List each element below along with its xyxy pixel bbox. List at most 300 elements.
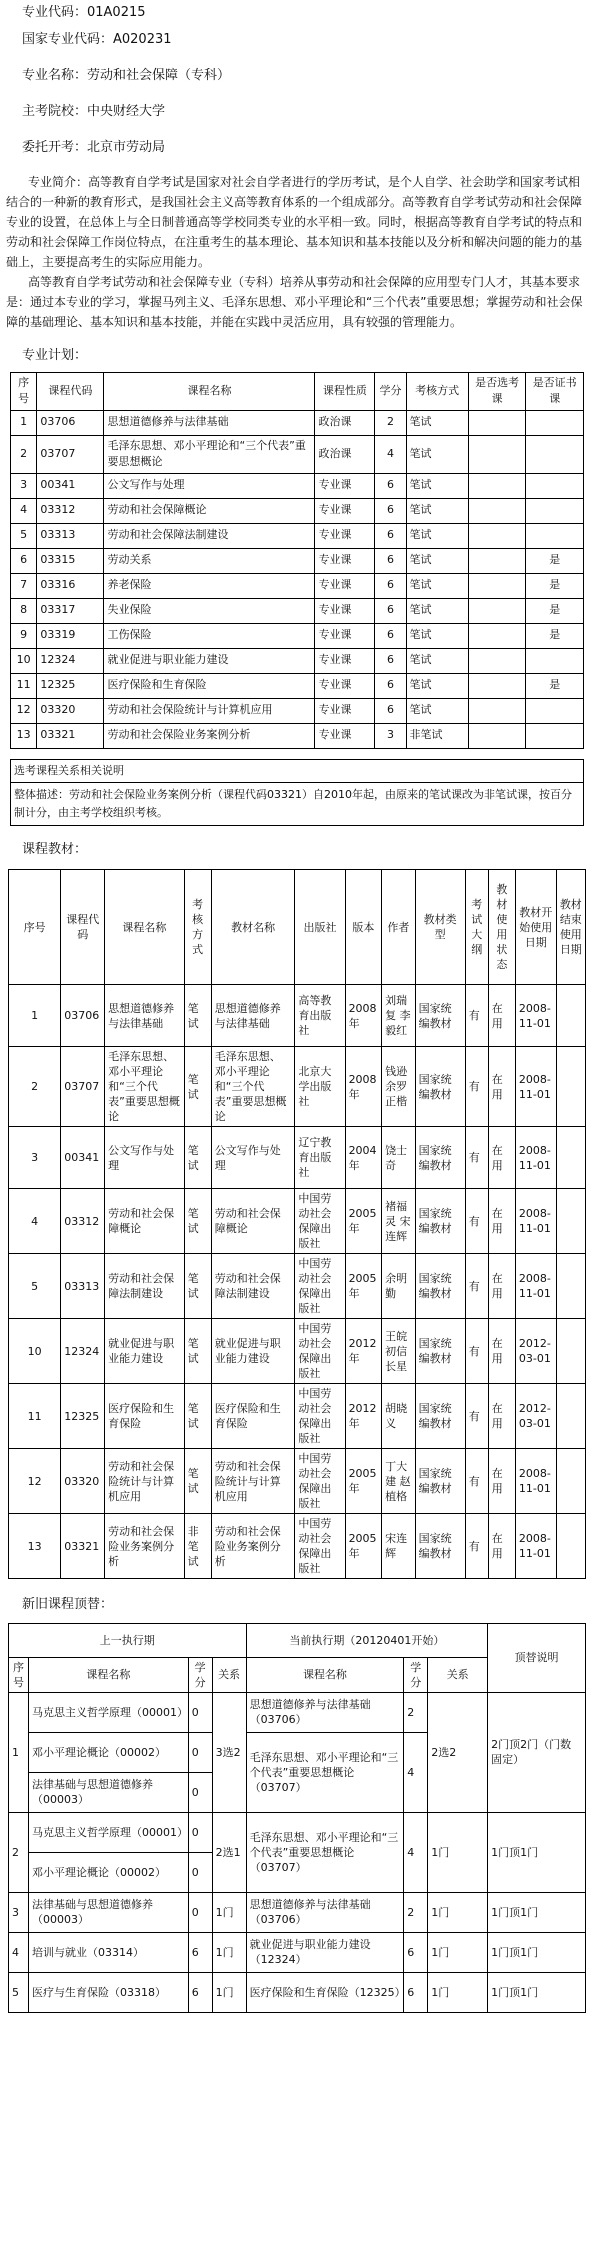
table-cell: 笔试 (184, 1127, 211, 1189)
table-cell: 2005年 (345, 1254, 382, 1319)
table-cell: 03313 (61, 1254, 105, 1319)
table-cell: 2008-11-01 (515, 1127, 556, 1189)
table-cell: 4 (11, 498, 37, 523)
table-cell: 专业课 (315, 648, 375, 673)
table-cell: 3 (9, 1127, 61, 1189)
table-cell: 养老保险 (104, 573, 315, 598)
table-cell: 1 (9, 985, 61, 1047)
table-cell: 2005年 (345, 1189, 382, 1254)
table-row (11, 410, 584, 435)
table-cell: 2012-03-01 (515, 1319, 556, 1384)
subs-header-cell: 课程名称 (246, 1657, 404, 1692)
old-course-name: 法律基础与思想道德修养（00003） (28, 1772, 188, 1812)
table-cell: 笔试 (406, 548, 468, 573)
table-cell (468, 648, 526, 673)
major-name: 专业名称：劳动和社会保障（专科） (22, 68, 231, 84)
table-cell (526, 435, 584, 473)
table-cell: 12324 (37, 648, 104, 673)
table-cell: 丁大建 赵植格 (382, 1449, 415, 1514)
table-cell: 劳动和社会保险统计与计算机应用 (104, 698, 315, 723)
table-cell: 6 (375, 523, 406, 548)
table-cell: 政治课 (315, 410, 375, 435)
books-header-cell: 版本 (345, 870, 382, 985)
table-cell: 5 (11, 523, 37, 548)
books-header-cell: 课程名称 (105, 870, 184, 985)
table-cell: 有 (465, 1254, 488, 1319)
table-cell: 劳动和社会保险业务案例分析 (211, 1514, 295, 1579)
table-cell: 医疗保险和生育保险 (211, 1384, 295, 1449)
table-cell: 劳动和社会保障概论 (104, 498, 315, 523)
table-cell: 失业保险 (104, 598, 315, 623)
table-cell: 有 (465, 1384, 488, 1449)
new-course-name: 就业促进与职业能力建设（12324） (246, 1932, 404, 1972)
table-cell: 是 (526, 673, 584, 698)
table-cell: 中国劳动社会保障出版社 (295, 1254, 345, 1319)
table-cell: 国家统编教材 (415, 1514, 465, 1579)
table-cell: 政治课 (315, 435, 375, 473)
books-header-cell: 作者 (382, 870, 415, 985)
new-relation: 2选2 (428, 1692, 488, 1812)
table-cell: 在用 (488, 1047, 515, 1127)
table-cell (526, 473, 584, 498)
table-cell (556, 985, 585, 1047)
table-cell: 国家统编教材 (415, 1254, 465, 1319)
page (0, 4, 594, 2013)
table-cell: 8 (11, 598, 37, 623)
subs-header-cell: 关系 (428, 1657, 488, 1692)
table-cell: 2012年 (345, 1384, 382, 1449)
table-cell (468, 573, 526, 598)
table-cell (468, 435, 526, 473)
substitution-table (8, 1623, 586, 2013)
table-row (9, 1692, 586, 1732)
subs-header-cell: 课程名称 (28, 1657, 188, 1692)
table-cell: 国家统编教材 (415, 1449, 465, 1514)
table-cell: 在用 (488, 1254, 515, 1319)
table-cell (556, 1319, 585, 1384)
table-cell: 2 (375, 410, 406, 435)
plan-header-cell: 课程名称 (104, 372, 315, 410)
books-table (8, 869, 586, 1579)
substitution-desc: 1门顶1门 (488, 1892, 586, 1932)
table-row (9, 1932, 586, 1972)
books-header-cell: 教材名称 (211, 870, 295, 985)
table-cell: 6 (375, 648, 406, 673)
table-row (11, 723, 584, 748)
table-cell: 03320 (37, 698, 104, 723)
table-cell: 6 (375, 698, 406, 723)
books-header-cell: 教材类型 (415, 870, 465, 985)
table-cell: 国家统编教材 (415, 1384, 465, 1449)
table-cell: 毛泽东思想、邓小平理论和“三个代表”重要思想概论 (105, 1047, 184, 1127)
intro-paragraph: 高等教育自学考试劳动和社会保障专业（专科）培养从事劳动和社会保障的应用型专门人才，其基本要求是：通过本专业的学习，掌握马列主义、毛泽东思想、邓小平理论和“三个代表”重要思想；掌握劳动和社会保障的基础理论、基本知识和基本技能，并能在实践中灵活应用，具有较强的管理能力。 (6, 275, 583, 329)
table-cell: 笔试 (406, 498, 468, 523)
books-header-cell: 考核方式 (184, 870, 211, 985)
table-cell (468, 723, 526, 748)
plan-header-cell: 序号 (11, 372, 37, 410)
new-course-credit: 6 (404, 1972, 428, 2012)
table-cell: 有 (465, 985, 488, 1047)
table-cell: 12 (11, 698, 37, 723)
substitution-desc: 1门顶1门 (488, 1932, 586, 1972)
table-cell: 劳动关系 (104, 548, 315, 573)
new-course-credit: 4 (404, 1732, 428, 1812)
table-cell: 6 (375, 573, 406, 598)
table-cell (526, 498, 584, 523)
table-cell (526, 723, 584, 748)
table-row (11, 698, 584, 723)
table-cell: 11 (11, 673, 37, 698)
new-course-name: 医疗保险和生育保险（12325） (246, 1972, 404, 2012)
plan-header-cell: 课程性质 (315, 372, 375, 410)
table-cell: 国家统编教材 (415, 1189, 465, 1254)
table-cell: 00341 (37, 473, 104, 498)
entrust-org: 委托开考：北京市劳动局 (22, 140, 166, 156)
new-course-credit: 6 (404, 1932, 428, 1972)
table-cell: 6 (375, 473, 406, 498)
old-course-name: 法律基础与思想道德修养（00003） (28, 1892, 188, 1932)
table-cell: 公文写作与处理 (211, 1127, 295, 1189)
table-cell (556, 1189, 585, 1254)
table-cell: 刘瑞复 李毅红 (382, 985, 415, 1047)
table-cell: 笔试 (184, 985, 211, 1047)
old-relation: 2选1 (212, 1812, 246, 1892)
table-cell: 2 (11, 435, 37, 473)
table-row (11, 548, 584, 573)
table-row (9, 1127, 586, 1189)
table-cell: 笔试 (184, 1189, 211, 1254)
old-relation: 1门 (212, 1972, 246, 2012)
table-cell: 3 (11, 473, 37, 498)
table-cell (556, 1127, 585, 1189)
table-cell: 宋连辉 (382, 1514, 415, 1579)
table-cell: 6 (375, 673, 406, 698)
table-cell: 笔试 (406, 598, 468, 623)
table-cell (526, 523, 584, 548)
table-cell: 03706 (61, 985, 105, 1047)
table-cell: 专业课 (315, 573, 375, 598)
table-cell: 专业课 (315, 498, 375, 523)
table-cell: 思想道德修养与法律基础 (105, 985, 184, 1047)
table-cell: 2008-11-01 (515, 1449, 556, 1514)
table-cell (526, 410, 584, 435)
table-cell: 笔试 (184, 1319, 211, 1384)
table-cell: 专业课 (315, 548, 375, 573)
table-row (9, 1047, 586, 1127)
plan-title: 专业计划： (22, 348, 88, 363)
books-header-cell: 教材结束使用日期 (556, 870, 585, 985)
table-row (9, 985, 586, 1047)
new-relation: 1门 (428, 1972, 488, 2012)
table-cell: 2008-11-01 (515, 1254, 556, 1319)
table-cell: 03313 (37, 523, 104, 548)
table-cell (468, 598, 526, 623)
old-relation: 1门 (212, 1892, 246, 1932)
table-cell: 在用 (488, 1319, 515, 1384)
table-cell: 劳动和社会保险业务案例分析 (104, 723, 315, 748)
plan-header-cell: 课程代码 (37, 372, 104, 410)
plan-header-row (11, 372, 584, 410)
group-number: 3 (9, 1892, 29, 1932)
table-cell: 6 (375, 598, 406, 623)
table-cell: 专业课 (315, 673, 375, 698)
table-row (9, 1972, 586, 2012)
table-cell: 就业促进与职业能力建设 (105, 1319, 184, 1384)
table-cell: 王皖 初信 长星 (382, 1319, 415, 1384)
subs-header-cell: 学分 (404, 1657, 428, 1692)
table-cell: 3 (375, 723, 406, 748)
table-cell: 劳动和社会保障法制建设 (105, 1254, 184, 1319)
table-cell: 劳动和社会保险业务案例分析 (105, 1514, 184, 1579)
table-cell: 就业促进与职业能力建设 (211, 1319, 295, 1384)
table-cell: 00341 (61, 1127, 105, 1189)
new-course-credit: 2 (404, 1692, 428, 1732)
new-course-name: 毛泽东思想、邓小平理论和“三个代表”重要思想概论（03707） (246, 1812, 404, 1892)
table-cell: 国家统编教材 (415, 985, 465, 1047)
table-cell: 2008年 (345, 985, 382, 1047)
table-cell: 国家统编教材 (415, 1319, 465, 1384)
table-cell (468, 698, 526, 723)
old-course-name: 马克思主义哲学原理（00001） (28, 1692, 188, 1732)
table-cell: 1 (11, 410, 37, 435)
table-cell: 03312 (61, 1189, 105, 1254)
table-row (9, 1514, 586, 1579)
table-cell: 03320 (61, 1449, 105, 1514)
table-cell: 笔试 (406, 573, 468, 598)
subs-header-cell: 序号 (9, 1657, 29, 1692)
table-cell: 12325 (61, 1384, 105, 1449)
table-cell (526, 698, 584, 723)
note-title: 选考课程关系相关说明 (11, 759, 584, 782)
old-course-name: 马克思主义哲学原理（00001） (28, 1812, 188, 1852)
old-course-credit: 6 (188, 1932, 212, 1972)
host-school: 主考院校：中央财经大学 (22, 104, 166, 120)
table-cell: 医疗保险和生育保险 (104, 673, 315, 698)
table-cell (468, 523, 526, 548)
plan-header-cell: 学分 (375, 372, 406, 410)
intro-paragraph: 专业简介：高等教育自学考试是国家对社会自学者进行的学历考试，是个人自学、社会助学和国家考试相结合的一种新的教育形式，是我国社会主义高等教育体系的一个组成部分。高等教育自学考试劳动和社会保障专业的设置，在总体上与全日制普通高等学校同类专业的水平相一致。同时，根据高等教育自学考试的特点和劳动和社会保障工作岗位特点，在注重考生的基本理论、基本知识和基本技能以及分析和解决问题的能力的基础上，主要提高考生的实际应用能力。 (6, 175, 583, 269)
table-cell: 中国劳动社会保障出版社 (295, 1189, 345, 1254)
old-course-credit: 0 (188, 1772, 212, 1812)
table-cell: 在用 (488, 1514, 515, 1579)
table-cell: 03316 (37, 573, 104, 598)
table-cell: 国家统编教材 (415, 1047, 465, 1127)
table-cell (526, 648, 584, 673)
major-intro (0, 166, 594, 332)
table-cell (468, 410, 526, 435)
table-cell: 劳动和社会保障概论 (211, 1189, 295, 1254)
books-header-cell: 考试大纲 (465, 870, 488, 985)
books-header-cell: 出版社 (295, 870, 345, 985)
table-cell: 思想道德修养与法律基础 (211, 985, 295, 1047)
table-cell (468, 498, 526, 523)
table-cell: 笔试 (184, 1384, 211, 1449)
table-cell: 劳动和社会保障法制建设 (104, 523, 315, 548)
new-course-name: 思想道德修养与法律基础（03706） (246, 1692, 404, 1732)
table-cell: 6 (375, 548, 406, 573)
substitution-desc: 1门顶1门 (488, 1812, 586, 1892)
table-row (11, 473, 584, 498)
table-cell: 非笔试 (184, 1514, 211, 1579)
table-row (9, 1254, 586, 1319)
table-cell: 是 (526, 598, 584, 623)
table-cell: 03707 (37, 435, 104, 473)
table-cell: 专业课 (315, 523, 375, 548)
table-cell: 13 (9, 1514, 61, 1579)
table-cell (556, 1514, 585, 1579)
table-cell: 有 (465, 1127, 488, 1189)
books-header-cell: 教材使用状态 (488, 870, 515, 985)
elective-note (10, 759, 584, 826)
group-number: 2 (9, 1812, 29, 1892)
table-cell: 专业课 (315, 723, 375, 748)
old-relation: 1门 (212, 1932, 246, 1972)
table-cell: 非笔试 (406, 723, 468, 748)
table-cell: 在用 (488, 1127, 515, 1189)
table-cell: 笔试 (406, 523, 468, 548)
plan-table (10, 372, 584, 749)
table-cell: 10 (11, 648, 37, 673)
table-cell: 劳动和社会保险统计与计算机应用 (211, 1449, 295, 1514)
old-course-name: 医疗与生育保险（03318） (28, 1972, 188, 2012)
new-course-name: 思想道德修养与法律基础（03706） (246, 1892, 404, 1932)
table-cell: 是 (526, 623, 584, 648)
table-row (11, 673, 584, 698)
table-cell (468, 473, 526, 498)
table-cell: 13 (11, 723, 37, 748)
group-number: 5 (9, 1972, 29, 2012)
table-cell: 笔试 (184, 1254, 211, 1319)
table-cell: 12 (9, 1449, 61, 1514)
table-cell: 03706 (37, 410, 104, 435)
table-cell: 12324 (61, 1319, 105, 1384)
substitution-desc: 1门顶1门 (488, 1972, 586, 2012)
table-cell: 10 (9, 1319, 61, 1384)
old-course-credit: 0 (188, 1852, 212, 1892)
group-number: 1 (9, 1692, 29, 1812)
table-cell (556, 1047, 585, 1127)
new-course-credit: 4 (404, 1812, 428, 1892)
table-row (9, 1189, 586, 1254)
table-cell: 03315 (37, 548, 104, 573)
table-cell: 笔试 (184, 1047, 211, 1127)
table-cell: 中国劳动社会保障出版社 (295, 1384, 345, 1449)
group-number: 4 (9, 1932, 29, 1972)
table-cell: 4 (9, 1189, 61, 1254)
table-cell: 是 (526, 548, 584, 573)
old-course-credit: 6 (188, 1972, 212, 2012)
table-cell: 在用 (488, 1384, 515, 1449)
table-row (11, 573, 584, 598)
table-cell: 6 (375, 498, 406, 523)
table-cell: 2008-11-01 (515, 1047, 556, 1127)
current-period-header: 当前执行期（20120401开始） (246, 1623, 488, 1657)
table-cell: 思想道德修养与法律基础 (104, 410, 315, 435)
table-cell: 笔试 (184, 1449, 211, 1514)
plan-header-cell: 是否选考课 (468, 372, 526, 410)
major-code: 专业代码：01A0215 (22, 5, 146, 21)
table-cell (468, 673, 526, 698)
table-cell: 6 (375, 623, 406, 648)
table-cell: 劳动和社会保障法制建设 (211, 1254, 295, 1319)
table-cell: 7 (11, 573, 37, 598)
table-cell: 2004年 (345, 1127, 382, 1189)
old-course-credit: 0 (188, 1692, 212, 1732)
table-cell: 专业课 (315, 598, 375, 623)
table-cell: 毛泽东思想、邓小平理论和“三个代表”重要思想概论 (104, 435, 315, 473)
old-course-name: 邓小平理论概论（00002） (28, 1732, 188, 1772)
table-cell: 笔试 (406, 623, 468, 648)
national-code: 国家专业代码：A020231 (22, 32, 172, 48)
new-relation: 1门 (428, 1892, 488, 1932)
old-course-name: 邓小平理论概论（00002） (28, 1852, 188, 1892)
table-row (11, 435, 584, 473)
table-cell: 有 (465, 1189, 488, 1254)
table-cell: 笔试 (406, 410, 468, 435)
table-cell: 在用 (488, 1189, 515, 1254)
books-header-cell: 教材开始使用日期 (515, 870, 556, 985)
table-cell: 劳动和社会保障概论 (105, 1189, 184, 1254)
old-course-credit: 0 (188, 1812, 212, 1852)
table-cell: 公文写作与处理 (105, 1127, 184, 1189)
table-cell: 中国劳动社会保障出版社 (295, 1319, 345, 1384)
books-header-cell: 序号 (9, 870, 61, 985)
substitution-desc-header: 顶替说明 (488, 1623, 586, 1692)
subs-header-cell: 学分 (188, 1657, 212, 1692)
old-course-credit: 0 (188, 1892, 212, 1932)
table-cell: 2005年 (345, 1449, 382, 1514)
table-cell: 中国劳动社会保障出版社 (295, 1514, 345, 1579)
table-cell: 中国劳动社会保障出版社 (295, 1449, 345, 1514)
table-cell: 工伤保险 (104, 623, 315, 648)
plan-header-cell: 考核方式 (406, 372, 468, 410)
table-cell: 03312 (37, 498, 104, 523)
table-row (11, 598, 584, 623)
table-row (11, 498, 584, 523)
subs-header-cell: 关系 (212, 1657, 246, 1692)
prev-period-header: 上一执行期 (9, 1623, 247, 1657)
table-cell: 2012年 (345, 1319, 382, 1384)
table-cell: 2008年 (345, 1047, 382, 1127)
table-cell (556, 1254, 585, 1319)
table-cell: 2008-11-01 (515, 1189, 556, 1254)
table-cell: 劳动和社会保险统计与计算机应用 (105, 1449, 184, 1514)
table-cell: 03319 (37, 623, 104, 648)
table-cell: 在用 (488, 985, 515, 1047)
table-cell: 03321 (37, 723, 104, 748)
table-cell: 12325 (37, 673, 104, 698)
old-course-name: 培训与就业（03314） (28, 1932, 188, 1972)
table-cell: 5 (9, 1254, 61, 1319)
table-cell: 2 (9, 1047, 61, 1127)
table-cell: 笔试 (406, 698, 468, 723)
table-cell: 笔试 (406, 648, 468, 673)
table-cell: 2008-11-01 (515, 1514, 556, 1579)
table-row (11, 648, 584, 673)
new-relation: 1门 (428, 1932, 488, 1972)
table-cell: 褚福灵 宋连辉 (382, 1189, 415, 1254)
table-cell: 03707 (61, 1047, 105, 1127)
table-cell: 笔试 (406, 435, 468, 473)
table-cell: 2005年 (345, 1514, 382, 1579)
table-cell: 专业课 (315, 698, 375, 723)
table-cell (556, 1449, 585, 1514)
books-title: 课程教材： (22, 841, 88, 857)
table-cell: 有 (465, 1449, 488, 1514)
books-header-cell: 课程代码 (61, 870, 105, 985)
table-cell: 专业课 (315, 623, 375, 648)
table-cell: 2008-11-01 (515, 985, 556, 1047)
